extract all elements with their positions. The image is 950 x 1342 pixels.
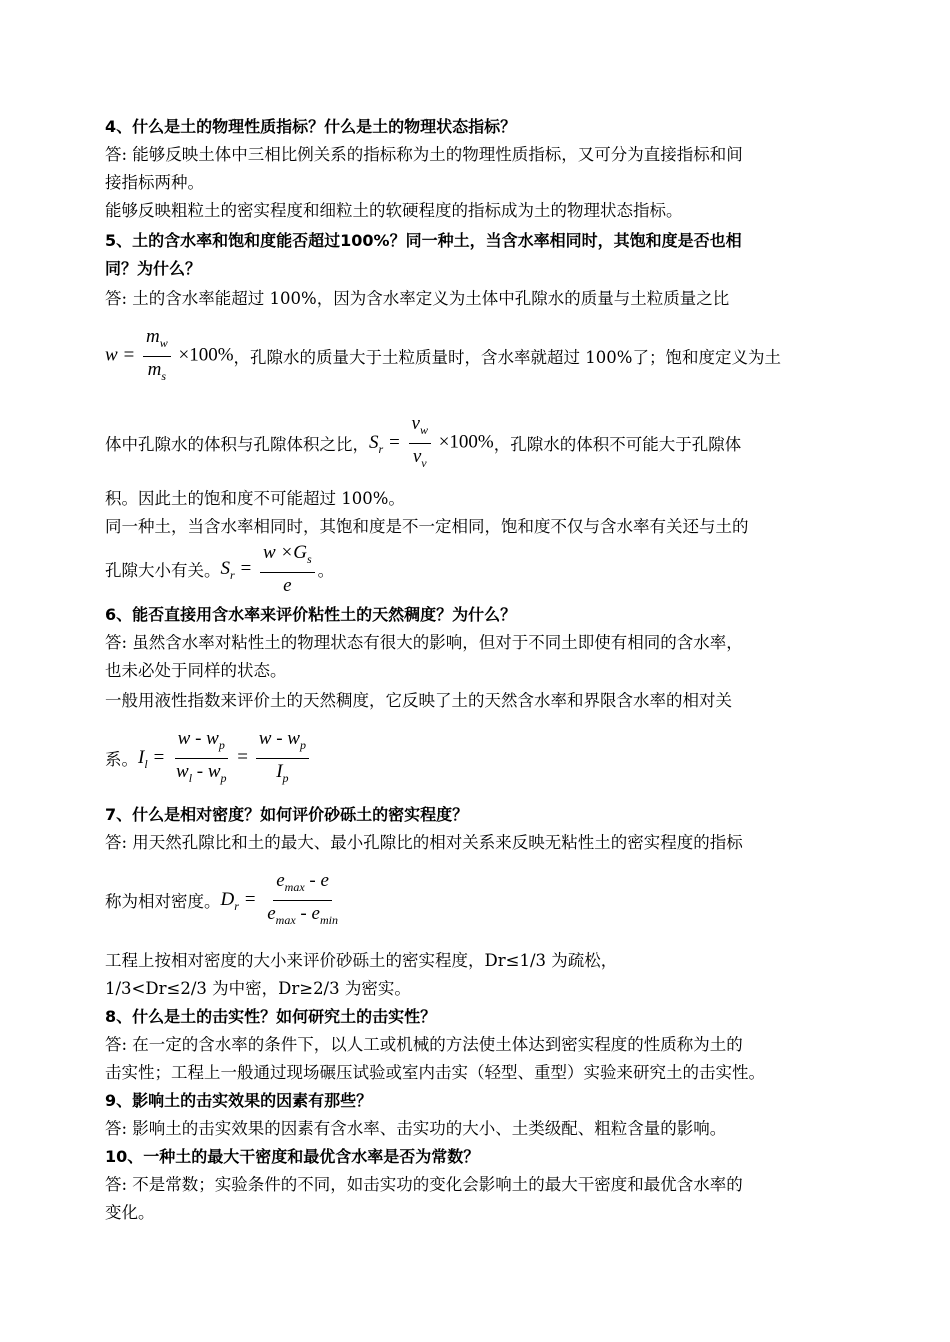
question-5-title-line-1: 5、土的含水率和饱和度能否超过100%？同一种土，当含水率相同时，其饱和度是否也相 xyxy=(105,231,742,250)
answer-6-line-3: 一般用液性指数来评价土的天然稠度，它反映了土的天然含水率和界限含水率的相对关 xyxy=(105,691,732,710)
question-10-title: 10、一种土的最大干密度和最优含水率是否为常数？ xyxy=(105,1147,480,1166)
question-5-title-line-2: 同？为什么？ xyxy=(105,259,202,278)
answer-8-line-1: 答: 在一定的含水率的条件下，以人工或机械的方法使土体达到密实程度的性质称为土的 xyxy=(105,1035,743,1054)
answer-10-line-1: 答: 不是常数；实验条件的不同，如击实功的变化会影响土的最大干密度和最优含水率的 xyxy=(105,1175,743,1194)
answer-7-line-2-start: 称为相对密度。 xyxy=(105,892,221,912)
answer-10-line-2: 变化。 xyxy=(105,1203,155,1222)
answer-7-line-3: 工程上按相对密度的大小来评价砂砾土的密实程度，Dr≤1/3 为疏松， xyxy=(105,951,618,970)
answer-7-relative-density-line xyxy=(105,870,344,931)
question-6-title: 6、能否直接用含水率来评价粘性土的天然稠度？为什么？ xyxy=(105,605,517,624)
question-7-title: 7、什么是相对密度？如何评价砂砾土的密实程度？ xyxy=(105,805,469,824)
answer-6-liquidity-line xyxy=(105,728,312,789)
formula-water-content: w = $\frac{m_w}{m_s}$ ×100% xyxy=(105,326,234,383)
question-8-title: 8、什么是土的击实性？如何研究土的击实性？ xyxy=(105,1007,437,1026)
answer-5-line-5: 同一种土，当含水率相同时，其饱和度是不一定相同，饱和度不仅与含水率有关还与土的 xyxy=(105,517,749,536)
formula-saturation: $S_r$ = $\frac{v_w}{v_v}$ ×100% xyxy=(369,413,494,470)
question-4-title: 4、什么是土的物理性质指标？什么是土的物理状态指标？ xyxy=(105,117,517,136)
answer-5-line-6-end: 。 xyxy=(317,561,335,581)
answer-5-saturation-line xyxy=(105,413,741,474)
answer-5-line-4: 积。因此土的饱和度不可能超过 100%。 xyxy=(105,489,405,508)
answer-4-line-3: 能够反映粗粒土的密实程度和细粒土的软硬程度的指标成为土的物理状态指标。 xyxy=(105,201,683,220)
answer-9-line-1: 答: 影响土的击实效果的因素有含水率、击实功的大小、土类级配、粗粒含量的影响。 xyxy=(105,1119,727,1138)
answer-5-line-3-start: 体中孔隙水的体积与孔隙体积之比， xyxy=(105,435,369,455)
formula-relative-density: $D_r$ = $\frac{e_{max} - e}{e_{max} - e_{min}}$ xyxy=(220,870,338,927)
answer-6-line-4-start: 系。 xyxy=(105,750,138,770)
answer-5-line-1: 答: 土的含水率能超过 100%，因为含水率定义为土体中孔隙水的质量与土粒质量之比 xyxy=(105,289,730,308)
answer-5-water-content-line xyxy=(105,326,781,387)
formula-liquidity-index: $I_l$ = $\frac{w - w_p}{w_l - w_p}$ = $\frac{w - w_p}{I_p}$ xyxy=(138,728,312,789)
answer-7-line-4: 1/3<Dr≤2/3 为中密，Dr≥2/3 为密实。 xyxy=(105,979,411,998)
answer-4-line-1: 答: 能够反映土体中三相比例关系的指标称为土的物理性质指标，又可分为直接指标和间 xyxy=(105,145,743,164)
answer-6-line-2: 也未必处于同样的状态。 xyxy=(105,661,287,680)
question-9-title: 9、影响土的击实效果的因素有那些？ xyxy=(105,1091,373,1110)
answer-7-line-1: 答: 用天然孔隙比和土的最大、最小孔隙比的相对关系来反映无粘性土的密实程度的指标 xyxy=(105,833,743,852)
answer-4-line-2: 接指标两种。 xyxy=(105,173,204,192)
answer-5-line-2: ，孔隙水的质量大于土粒质量时，含水率就超过 100%了；饱和度定义为土 xyxy=(233,348,781,368)
answer-5-line-6-start: 孔隙大小有关。 xyxy=(105,561,221,581)
answer-5-line-3-end: ，孔隙水的体积不可能大于孔隙体 xyxy=(493,435,742,455)
answer-8-line-2: 击实性；工程上一般通过现场碾压试验或室内击实（轻型、重型）实验来研究土的击实性。 xyxy=(105,1063,765,1082)
formula-saturation-relation: $S_r$ = $\frac{w \times G_s}{e}$ xyxy=(221,542,318,597)
answer-5-saturation-relation-line xyxy=(105,542,334,597)
answer-6-line-1: 答: 虽然含水率对粘性土的物理状态有很大的影响，但对于不同土即使有相同的含水率， xyxy=(105,633,743,652)
